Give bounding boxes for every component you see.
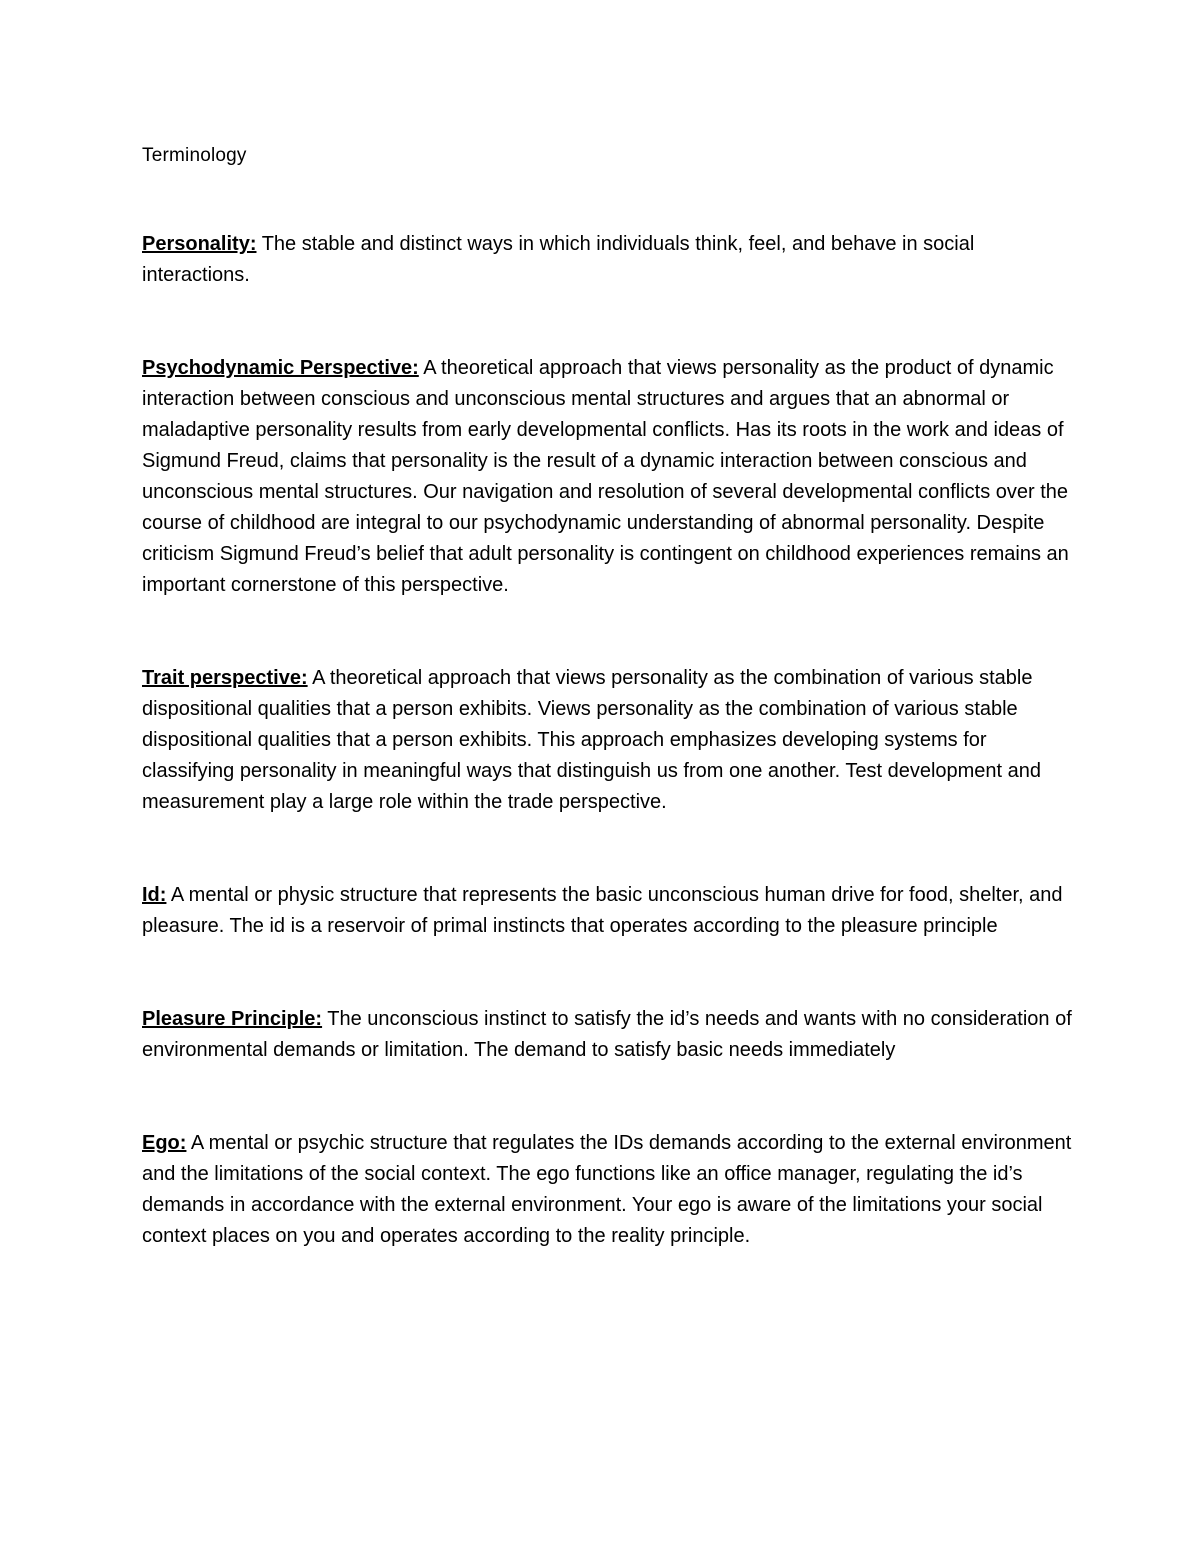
entry-pleasure-principle <box>142 1004 1072 1066</box>
term-ego: Ego: <box>142 1132 187 1154</box>
entry-psychodynamic-perspective <box>142 353 1072 601</box>
entry-trait-perspective <box>142 663 1072 818</box>
definition-pleasure-principle: The unconscious instinct to satisfy the id’s needs and wants with no consideration of environmental demands or limitation. The demand to satisfy basic needs immediately <box>142 1008 1072 1061</box>
term-pleasure-principle: Pleasure Principle: <box>142 1008 323 1030</box>
term-id: Id: <box>142 884 167 906</box>
document-content <box>142 140 1072 1314</box>
definition-personality: The stable and distinct ways in which individuals think, feel, and behave in social interactions. <box>142 233 975 286</box>
term-psychodynamic-perspective: Psychodynamic Perspective: <box>142 357 419 379</box>
term-personality: Personality: <box>142 233 257 255</box>
entry-personality <box>142 229 1072 291</box>
definition-id: A mental or physic structure that represents the basic unconscious human drive for food, shelter, and pleasure. The id is a reservoir of primal instincts that operates according to the pleasure principle <box>142 884 1063 937</box>
definition-psychodynamic-perspective: A theoretical approach that views personality as the product of dynamic interaction between conscious and unconscious mental structures and argues that an abnormal or maladaptive personality results from early developmental conflicts. Has its roots in the work and ideas of Sigmund Freud, claims that personality is the result of a dynamic interaction between conscious and unconscious mental structures. Our navigation and resolution of several developmental conflicts over the course of childhood are integral to our psychodynamic understanding of abnormal personality. Despite criticism Sigmund Freud’s belief that adult personality is contingent on childhood experiences remains an important cornerstone of this perspective. <box>142 357 1069 596</box>
entry-id <box>142 880 1072 942</box>
entry-ego <box>142 1128 1072 1252</box>
definition-trait-perspective: A theoretical approach that views personality as the combination of various stable dispositional qualities that a person exhibits. Views personality as the combination of various stable dispositional qualities that a person exhibits. This approach emphasizes developing systems for classifying personality in meaningful ways that distinguish us from one another. Test development and measurement play a large role within the trade perspective. <box>142 667 1042 813</box>
document-title: Terminology <box>142 145 247 166</box>
term-trait-perspective: Trait perspective: <box>142 667 308 689</box>
definition-ego: A mental or psychic structure that regulates the IDs demands according to the external environment and the limitations of the social context. The ego functions like an office manager, regulating the id’s demands in accordance with the external environment. Your ego is aware of the limitations your social context places on you and operates according to the reality principle. <box>142 1132 1072 1247</box>
